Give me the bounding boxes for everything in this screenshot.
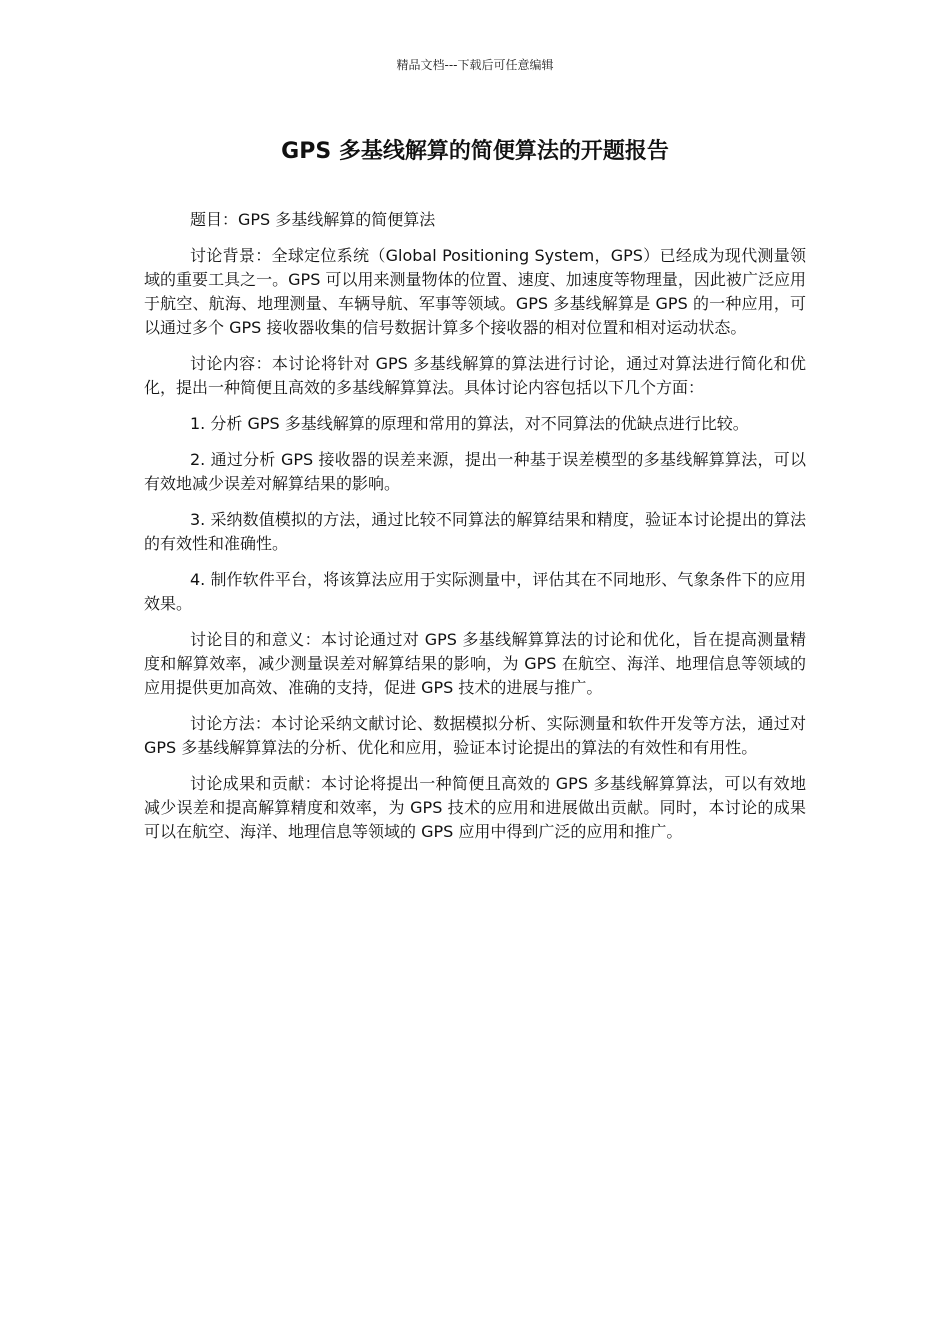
topic-paragraph: 题目：GPS 多基线解算的简便算法 xyxy=(190,210,436,229)
background-paragraph: 讨论背景：全球定位系统（Global Positioning System，GPS）已经成为现代测量领域的重要工具之一。GPS 可以用来测量物体的位置、速度、加速度等物理量，因此被广泛应用于航空、航海、地理测量、车辆导航、军事等领域。GPS 多基线解算是 GPS 的一种应用，可以通过多个 GPS 接收器收集的信号数据计算多个接收器的相对位置和相对运动状态。 xyxy=(144,246,806,337)
document-title: GPS 多基线解算的简便算法的开题报告 xyxy=(281,139,669,164)
purpose-paragraph: 讨论目的和意义：本讨论通过对 GPS 多基线解算算法的讨论和优化，旨在提高测量精度和解算效率，减少测量误差对解算结果的影响，为 GPS 在航空、海洋、地理信息等领域的应用提供更加高效、准确的支持，促进 GPS 技术的进展与推广。 xyxy=(144,630,806,697)
content-item-2: 2. 通过分析 GPS 接收器的误差来源，提出一种基于误差模型的多基线解算算法，可以有效地减少误差对解算结果的影响。 xyxy=(144,450,806,493)
content-paragraph: 讨论内容：本讨论将针对 GPS 多基线解算的算法进行讨论，通过对算法进行简化和优化，提出一种简便且高效的多基线解算算法。具体讨论内容包括以下几个方面： xyxy=(144,354,806,397)
content-item-1: 1. 分析 GPS 多基线解算的原理和常用的算法，对不同算法的优缺点进行比较。 xyxy=(190,414,749,433)
header-note: 精品文档---下载后可任意编辑 xyxy=(396,58,554,72)
content-item-4: 4. 制作软件平台，将该算法应用于实际测量中，评估其在不同地形、气象条件下的应用效果。 xyxy=(144,570,806,613)
document-body xyxy=(144,208,806,856)
content-item-3: 3. 采纳数值模拟的方法，通过比较不同算法的解算结果和精度，验证本讨论提出的算法的有效性和准确性。 xyxy=(144,510,806,553)
method-paragraph: 讨论方法：本讨论采纳文献讨论、数据模拟分析、实际测量和软件开发等方法，通过对 GPS 多基线解算算法的分析、优化和应用，验证本讨论提出的算法的有效性和有用性。 xyxy=(144,714,806,757)
outcome-paragraph: 讨论成果和贡献：本讨论将提出一种简便且高效的 GPS 多基线解算算法，可以有效地减少误差和提高解算精度和效率，为 GPS 技术的应用和进展做出贡献。同时，本讨论的成果可以在航空、海洋、地理信息等领域的 GPS 应用中得到广泛的应用和推广。 xyxy=(144,774,806,841)
